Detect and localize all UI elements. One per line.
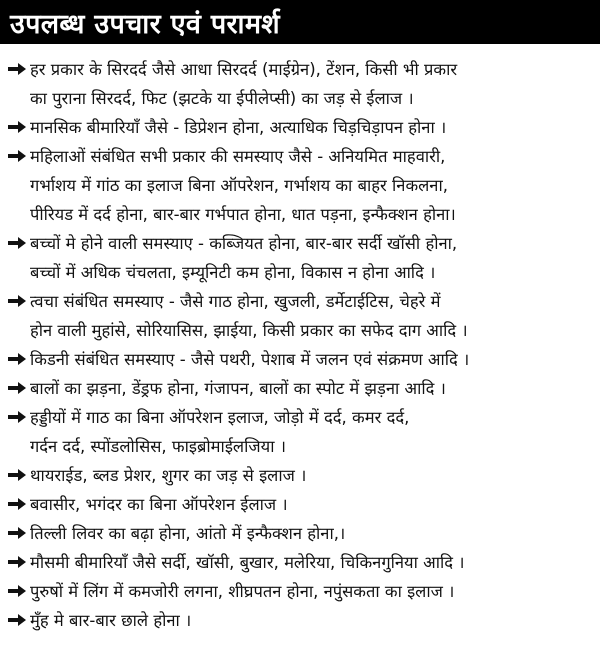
- list-item: [0, 606, 600, 635]
- arrow-right-icon: [0, 55, 30, 83]
- arrow-right-icon: [0, 461, 30, 489]
- list-item-text: मानसिक बीमारियाँ जैसे - डिप्रेशन होना, अत्याधिक चिड़चिड़ापन होना ।: [30, 118, 447, 137]
- treatment-list: [0, 55, 600, 635]
- arrow-right-icon: [0, 229, 30, 257]
- list-item-text: मुँह मे बार-बार छाले होना ।: [30, 611, 192, 630]
- list-item-text: पुरुषों में लिंग में कमजोरी लगना, शीघ्रपतन होना, नपुंसकता का इलाज ।: [30, 582, 455, 601]
- page-title: उपलब्ध उपचार एवं परामर्श: [10, 8, 280, 40]
- list-item: [0, 287, 600, 345]
- list-item: [0, 548, 600, 577]
- list-item: [0, 577, 600, 606]
- arrow-right-icon: [0, 577, 30, 605]
- arrow-right-icon: [0, 374, 30, 402]
- list-item: [0, 229, 600, 287]
- list-item: [0, 113, 600, 142]
- arrow-right-icon: [0, 490, 30, 518]
- list-item-text: मौसमी बीमारियाँ जैसे सर्दी, खॉसी, बुखार, मलेरिया, चिकिनगुनिया आदि ।: [30, 553, 465, 572]
- list-item: [0, 142, 600, 229]
- list-item-text: हर प्रकार के सिरदर्द जैसे आधा सिरदर्द (माईग्रेन), टेंशन, किसी भी प्रकार का पुराना सिरदर्द, फिट (झटके या ईपीलेप्सी) का जड़ से ईलाज ।: [30, 60, 458, 108]
- list-item-text: तिल्ली लिवर का बढ़ा होना, आंतो में इन्फैक्शन होना,।: [30, 524, 346, 543]
- list-item: [0, 519, 600, 548]
- list-item: [0, 55, 600, 113]
- list-item-text: बवासीर, भगंदर का बिना ऑपरेशन ईलाज ।: [30, 495, 288, 514]
- list-item-text: त्वचा संबंधित समस्याए - जैसे गाठ होना, खुजली, डर्मेटाईटिस, चेहरे में होन वाली मुहांसे, सोरियासिस, झाईया, किसी प्रकार का सफेद दाग आदि ।: [30, 292, 468, 340]
- arrow-right-icon: [0, 142, 30, 170]
- header-banner: [0, 0, 600, 44]
- arrow-right-icon: [0, 113, 30, 141]
- list-item-text: किडनी संबंधित समस्याए - जैसे पथरी, पेशाब में जलन एवं संक्रमण आदि ।: [30, 350, 470, 369]
- list-item: [0, 490, 600, 519]
- list-item: [0, 403, 600, 461]
- arrow-right-icon: [0, 345, 30, 373]
- list-item-text: हड्डीयों में गाठ का बिना ऑपरेशन इलाज, जोड़ो में दर्द, कमर दर्द, गर्दन दर्द, स्पोंडलोसिस, फाइब्रोमाईलजिया ।: [30, 408, 410, 456]
- list-item-text: बालों का झड़ना, डेंड्रफ होना, गंजापन, बालों का स्पोट में झड़ना आदि ।: [30, 379, 446, 398]
- list-item: [0, 461, 600, 490]
- list-item-text: बच्चों मे होने वाली समस्याए - कब्जियत होना, बार-बार सर्दी खॉसी होना, बच्चों में अधिक चंचलता, इम्यूनिटी कम होना, विकास न होना आदि ।: [30, 234, 458, 282]
- list-item: [0, 374, 600, 403]
- list-item: [0, 345, 600, 374]
- arrow-right-icon: [0, 548, 30, 576]
- arrow-right-icon: [0, 519, 30, 547]
- list-item-text: महिलाओं संबंधित सभी प्रकार की समस्याए जैसे - अनियमित माहवारी, गर्भाशय में गांठ का इलाज बिना ऑपरेशन, गर्भाशय का बाहर निकलना, पीरियड में दर्द होना, बार-बार गर्भपात होना, धात पड़ना, इन्फैक्शन होना।: [30, 147, 456, 224]
- arrow-right-icon: [0, 403, 30, 431]
- arrow-right-icon: [0, 606, 30, 634]
- list-item-text: थायराईड, ब्लड प्रेशर, शुगर का जड़ से इलाज ।: [30, 466, 307, 485]
- arrow-right-icon: [0, 287, 30, 315]
